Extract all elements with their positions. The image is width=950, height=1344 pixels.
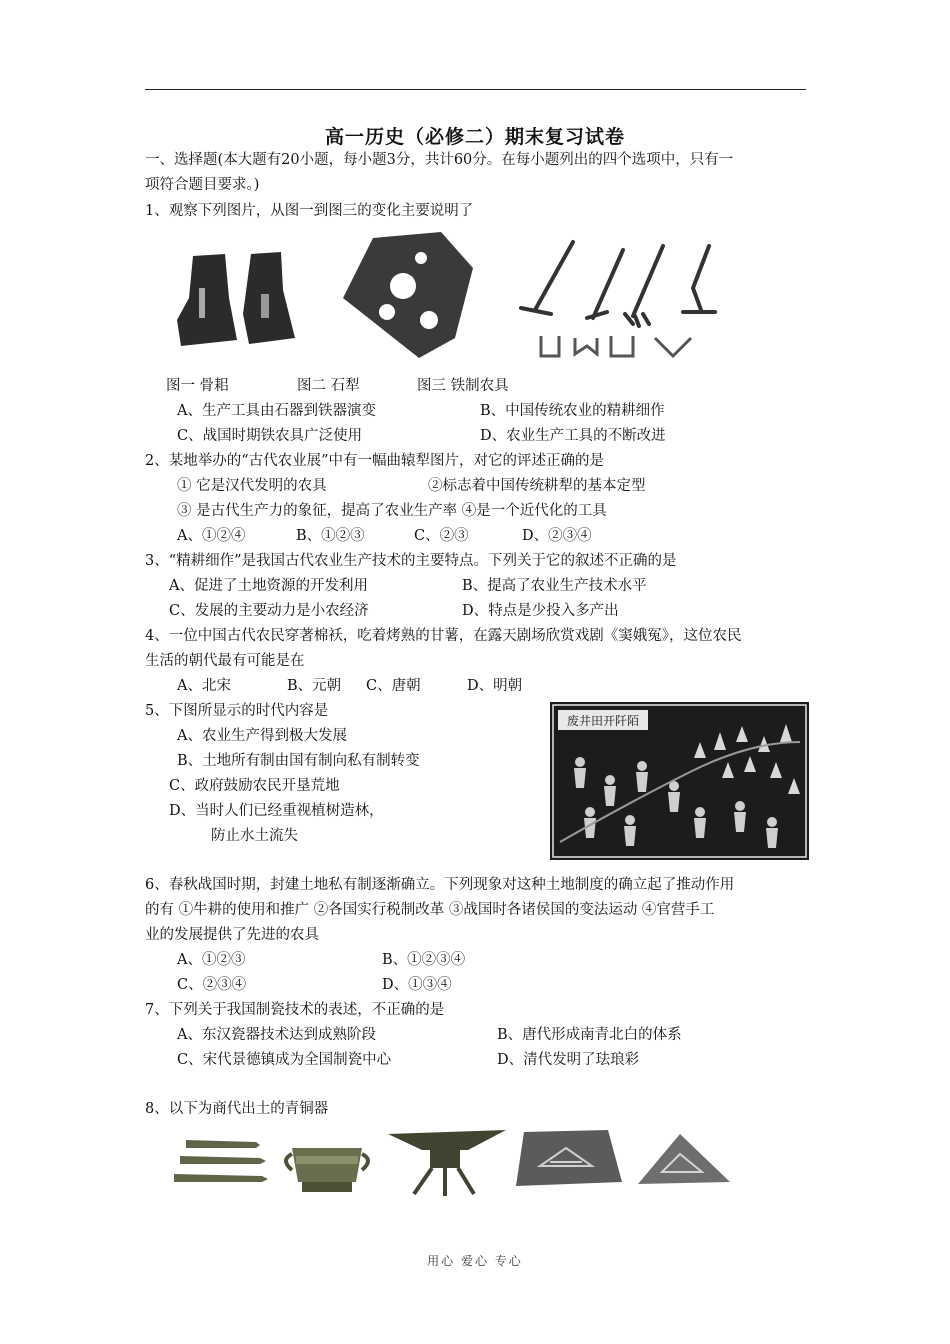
q7-stem: 7、下列关于我国制瓷技术的表述，不正确的是 <box>145 1002 445 1018</box>
q7-option-d: D、清代发明了珐琅彩 <box>497 1052 640 1068</box>
q1-option-a: A、生产工具由石器到铁器演变 <box>177 403 376 419</box>
q8-stem: 8、以下为商代出土的青铜器 <box>145 1101 329 1117</box>
bronze-jue-vessel-picture <box>388 1130 506 1196</box>
header-rule <box>145 89 806 90</box>
q4-option-d: D、明朝 <box>467 678 523 694</box>
bronze-fragment-picture <box>516 1130 622 1186</box>
bone-spade-picture <box>177 252 295 346</box>
q1-caption-3: 图三 铁制农具 <box>417 378 509 394</box>
q6-option-a: A、①②③ <box>177 952 246 968</box>
q2-option-a: A、①②④ <box>177 528 246 544</box>
q5-woodcut-image <box>550 702 809 860</box>
q2-statement-1: ① 它是汉代发明的农具 <box>177 478 327 494</box>
q2-option-d: D、②③④ <box>522 528 592 544</box>
q5-option-c: C、政府鼓励农民开垦荒地 <box>169 778 340 794</box>
q2-statement-2: ②标志着中国传统耕犁的基本定型 <box>428 478 646 494</box>
q4-stem-line-1: 4、一位中国古代农民穿著棉袄，吃着烤熟的甘薯，在露天剧场欣赏戏剧《窦娥冤》，这位农民 <box>145 628 742 644</box>
q7-option-a: A、东汉瓷器技术达到成熟阶段 <box>177 1027 376 1043</box>
bronze-daggers-picture <box>174 1140 268 1182</box>
q6-stem-line-3: 业的发展提供了先进的农具 <box>145 927 319 943</box>
q3-option-a: A、促进了土地资源的开发利用 <box>169 578 368 594</box>
q5-option-d-line-2: 防止水土流失 <box>211 828 298 844</box>
q5-woodcut-caption: 废井田开阡陌 <box>566 714 640 728</box>
bronze-gui-vessel-picture <box>286 1148 368 1192</box>
q6-option-c: C、②③④ <box>177 977 247 993</box>
q2-option-c: C、②③ <box>414 528 469 544</box>
q6-stem-line-2: 的有 ①牛耕的使用和推广 ②各国实行税制改革 ③战国时各诸侯国的变法运动 ④官营手工 <box>145 902 715 918</box>
q2-statement-3-4: ③ 是古代生产力的象征，提高了农业生产率 ④是一个近代化的工具 <box>177 503 607 519</box>
q4-option-b: B、元朝 <box>287 678 342 694</box>
q1-tools-image <box>163 228 760 368</box>
q3-option-b: B、提高了农业生产技术水平 <box>462 578 647 594</box>
q6-option-d: D、①③④ <box>382 977 452 993</box>
q3-option-c: C、发展的主要动力是小农经济 <box>169 603 369 619</box>
q2-stem: 2、某地举办的“古代农业展”中有一幅曲辕犁图片，对它的评述正确的是 <box>145 453 605 469</box>
q5-option-b: B、土地所有制由国有制向私有制转变 <box>177 753 420 769</box>
q1-option-c: C、战国时期铁农具广泛使用 <box>177 428 363 444</box>
q1-option-d: D、农业生产工具的不断改进 <box>480 428 666 444</box>
q4-stem-line-2: 生活的朝代最有可能是在 <box>145 653 305 669</box>
q5-option-d-line-1: D、当时人们已经重视植树造林， <box>169 803 384 819</box>
q2-option-b: B、①②③ <box>296 528 365 544</box>
q1-stem: 1、观察下列图片，从图一到图三的变化主要说明了 <box>145 203 474 219</box>
q5-stem: 5、下图所显示的时代内容是 <box>145 703 329 719</box>
q5-option-a: A、农业生产得到极大发展 <box>177 728 347 744</box>
page-footer: 用心 爱心 专心 <box>427 1254 523 1268</box>
q7-option-c: C、宋代景德镇成为全国制瓷中心 <box>177 1052 392 1068</box>
section-intro-line-2: 项符合题目要求。) <box>145 177 260 193</box>
q1-caption-2: 图二 石犁 <box>297 378 360 394</box>
q1-caption-1: 图一 骨耜 <box>166 378 229 394</box>
q3-stem: 3、“精耕细作”是我国古代农业生产技术的主要特点。下列关于它的叙述不正确的是 <box>145 553 677 569</box>
bronze-triangle-fragment-picture <box>638 1134 730 1184</box>
iron-tools-picture <box>521 242 715 326</box>
q6-option-b: B、①②③④ <box>382 952 466 968</box>
q3-option-d: D、特点是少投入多产出 <box>462 603 619 619</box>
q4-option-a: A、北宋 <box>177 678 231 694</box>
q1-option-b: B、中国传统农业的精耕细作 <box>480 403 665 419</box>
q8-bronzes-image <box>168 1126 734 1198</box>
q4-option-c: C、唐朝 <box>366 678 421 694</box>
stone-plough-picture <box>343 232 473 358</box>
q6-stem-line-1: 6、春秋战国时期，封建土地私有制逐渐确立。下列现象对这种土地制度的确立起了推动作用 <box>145 877 735 893</box>
section-intro-line-1: 一、选择题(本大题有20小题，每小题3分，共计60分。在每小题列出的四个选项中，只有一 <box>145 152 734 168</box>
page-title: 高一历史（必修二）期末复习试卷 <box>324 126 625 148</box>
q7-option-b: B、唐代形成南青北白的体系 <box>497 1027 682 1043</box>
